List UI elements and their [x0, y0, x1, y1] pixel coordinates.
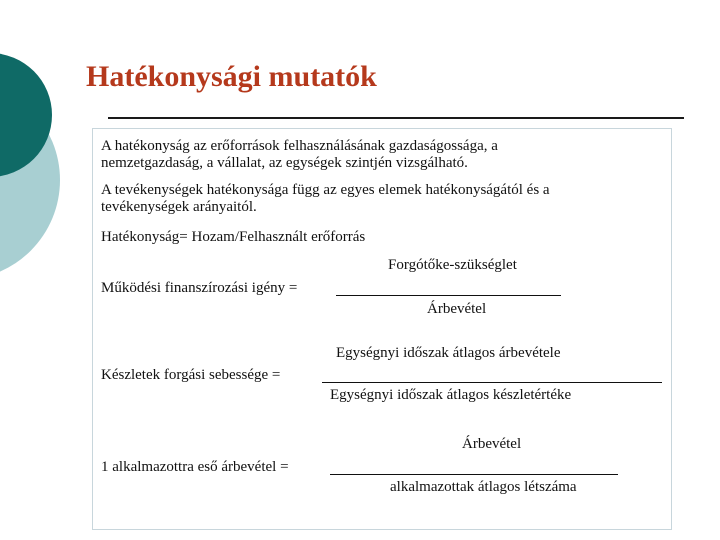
paragraph-2-line-2: tevékenységek arányaitól.: [101, 199, 257, 215]
paragraph-2-line-1: A tevékenységek hatékonysága függ az egyes elemek hatékonyságától és a: [101, 182, 550, 198]
formula-2-numerator: Egységnyi időszak átlagos árbevétele: [336, 345, 561, 361]
paragraph-3-line-1: Hatékonyság= Hozam/Felhasznált erőforrás: [101, 229, 366, 245]
formula-3-numerator: Árbevétel: [462, 436, 522, 452]
title-divider: [108, 117, 684, 119]
formula-3-label: 1 alkalmazottra eső árbevétel =: [101, 459, 289, 475]
formula-1-fraction-bar: [336, 295, 561, 296]
formula-1-denominator: Árbevétel: [427, 301, 487, 317]
paragraph-1-line-1: A hatékonyság az erőforrások felhasználásának gazdaságossága, a: [101, 138, 498, 154]
paragraph-1-line-2: nemzetgazdaság, a vállalat, az egységek szintjén vizsgálható.: [101, 155, 468, 171]
formula-2-label: Készletek forgási sebessége =: [101, 367, 281, 383]
formula-1-numerator: Forgótőke-szükséglet: [388, 257, 517, 273]
formula-1-label: Működési finanszírozási igény =: [101, 280, 298, 296]
formula-2-fraction-bar: [322, 382, 662, 383]
formula-3-fraction-bar: [330, 474, 618, 475]
formula-2-denominator: Egységnyi időszak átlagos készletértéke: [330, 387, 572, 403]
page-title: Hatékonysági mutatók: [86, 60, 377, 93]
formula-3-denominator: alkalmazottak átlagos létszáma: [390, 479, 577, 495]
